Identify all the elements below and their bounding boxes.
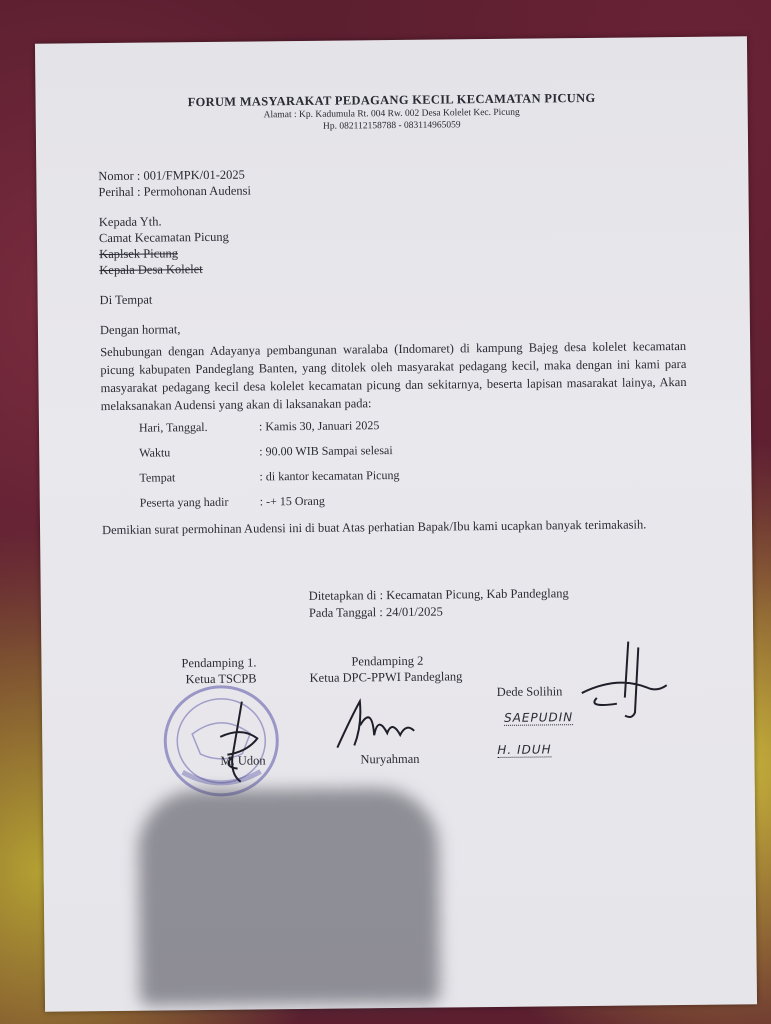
signatory2-title: Ketua DPC-PPWI Pandeglang bbox=[309, 669, 463, 685]
closing-paragraph: Demikian surat permohinan Audensi ini di buat Atas perhatian Bapak/Ibu kami ucapkan banyak terimakasih. bbox=[101, 517, 647, 538]
detail-value: : Kamis 30, Januari 2025 bbox=[258, 418, 380, 434]
detail-label: Waktu bbox=[139, 445, 171, 460]
letter-subject: Perihal : Permohonan Audensi bbox=[98, 183, 251, 200]
salutation: Dengan hormat, bbox=[99, 322, 181, 338]
signatory2-name: Nuryahman bbox=[360, 751, 420, 767]
org-address: Alamat : Kp. Kadumula Rt. 004 Rw. 002 Desa Kolelet Kec. Picung bbox=[263, 107, 520, 121]
detail-row-participants bbox=[140, 491, 540, 513]
detail-row-date bbox=[139, 416, 539, 438]
issued-date: Pada Tanggal : 24/01/2025 bbox=[308, 604, 443, 620]
handwritten-name-iduh: H. IDUH bbox=[497, 742, 552, 757]
letter-paper bbox=[35, 36, 757, 1011]
recipient-camat: Camat Kecamatan Picung bbox=[98, 229, 229, 246]
body-paragraph: Sehubungan dengan Adayanya pembangunan waralaba (Indomaret) di kampung Bajeg desa kolelet kecamatan picung kabupaten Pandeglang Banten, yang ditolek oleh masyarakat pedagang kecil, maka dengan ini kami para masyarakat pedagang kecil desa kolelet kecamatan picung dan sekitarnya, beserta lapisan masarakat lainya, Akan melaksanakan Audensi yang akan di laksanakan pada: bbox=[100, 338, 687, 414]
detail-label: Hari, Tanggal. bbox=[138, 419, 208, 435]
signatory2-role: Pendamping 2 bbox=[351, 653, 424, 669]
recipient-kapolsek-struck: Kaplsek Picung bbox=[99, 246, 179, 262]
detail-row-place bbox=[139, 466, 539, 488]
detail-label: Peserta yang hadir bbox=[139, 494, 229, 510]
detail-row-time bbox=[139, 441, 539, 463]
org-phone: Hp. 082112158788 - 083114965059 bbox=[322, 120, 461, 132]
letter-number: Nomor : 001/FMPK/01-2025 bbox=[98, 167, 245, 184]
phone-shadow bbox=[138, 788, 440, 1006]
signatory1-role: Pendamping 1. bbox=[181, 655, 257, 671]
detail-value: : di kantor kecamatan Picung bbox=[259, 467, 400, 484]
detail-label: Tempat bbox=[139, 470, 176, 485]
recipient-kades-struck: Kepala Desa Kolelet bbox=[99, 262, 203, 278]
recipient-greeting: Kepada Yth. bbox=[98, 214, 162, 230]
recipient-place: Di Tempat bbox=[99, 292, 153, 308]
signatory3-name: Dede Solihin bbox=[496, 684, 563, 699]
signature-nuryahman bbox=[332, 695, 433, 756]
detail-value: : 90.00 WIB Sampai selesai bbox=[259, 443, 393, 459]
detail-value: : -+ 15 Orang bbox=[259, 493, 325, 509]
signatory1-name: M. Udon bbox=[220, 753, 266, 768]
org-title: FORUM MASYARAKAT PEDAGANG KECIL KECAMATAN PICUNG bbox=[187, 90, 596, 110]
issued-place: Ditetapkan di : Kecamatan Picung, Kab Pandeglang bbox=[308, 586, 569, 603]
signatory1-title: Ketua TSCPB bbox=[185, 671, 257, 687]
signature-dede-solihin bbox=[576, 637, 672, 723]
handwritten-name-saepudin: SAEPUDIN bbox=[503, 710, 574, 725]
signature-udon bbox=[202, 696, 273, 787]
